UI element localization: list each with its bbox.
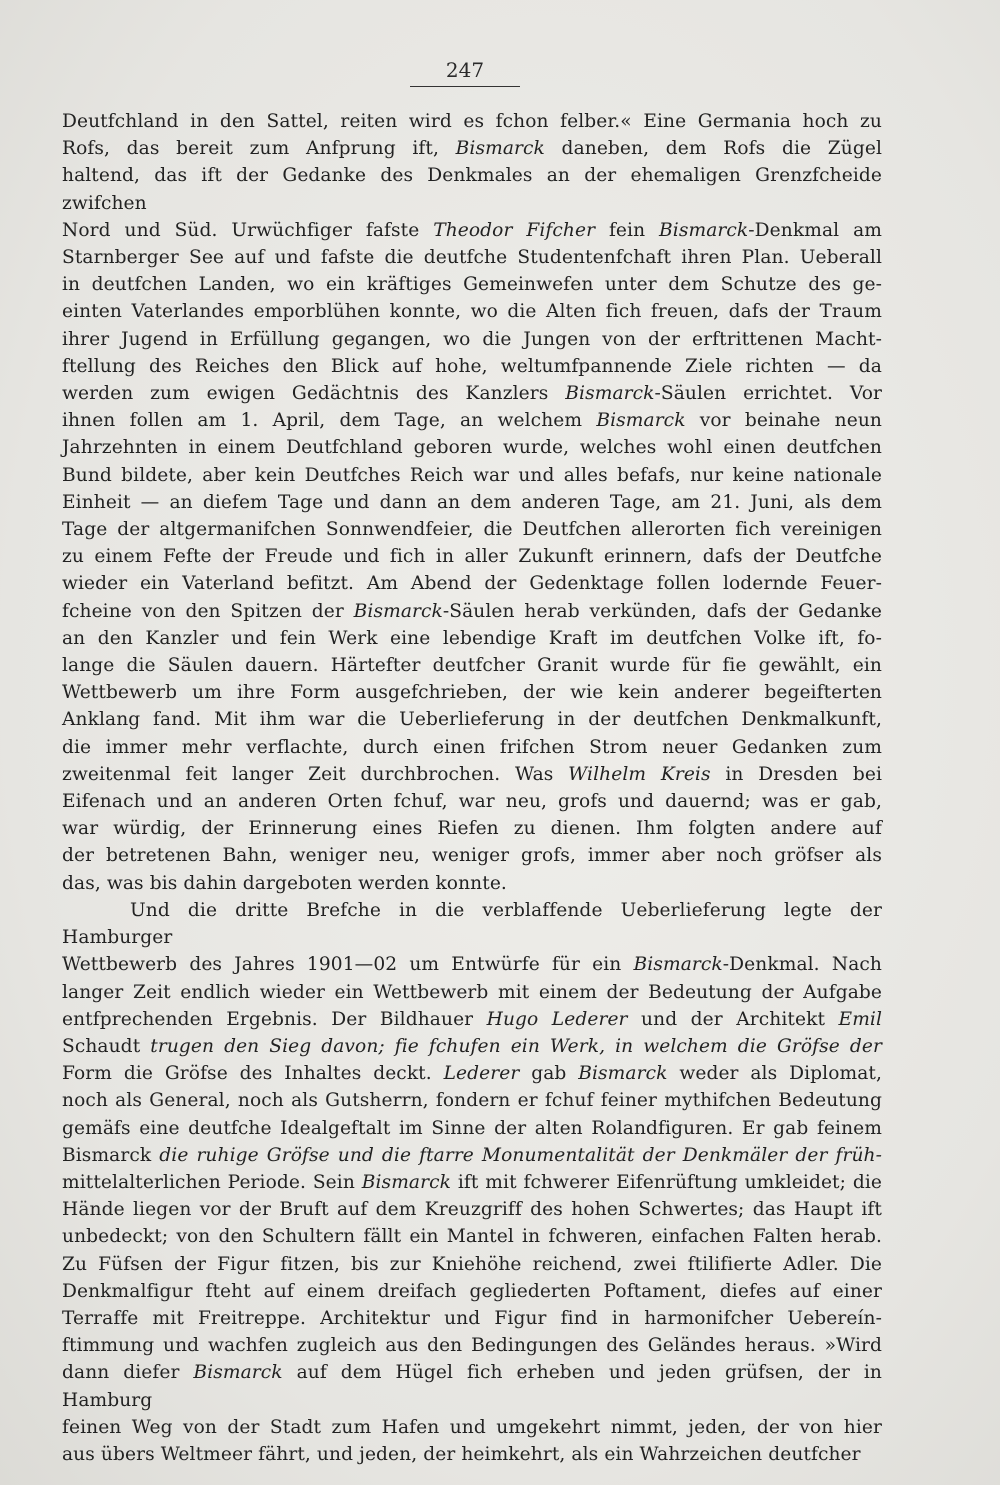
text-line — [62, 652, 882, 679]
italic-name: Emil — [838, 1008, 883, 1030]
text-line — [62, 979, 882, 1006]
text-segment: Zu Füfsen der Figur fitzen, bis zur Kniehöhe reichend, zwei ftilifierte Adler. Die — [62, 1253, 882, 1275]
italic-name: Bismarck — [565, 383, 655, 405]
text-line — [62, 897, 882, 951]
text-segment: noch als General, noch als Gutsherrn, fondern er fchuf feiner mythifchen Bedeutung — [62, 1090, 882, 1112]
text-segment: ihnen follen am 1. April, dem Tage, an welchem — [62, 410, 597, 432]
paragraph-1 — [62, 108, 882, 897]
italic-name: Bismarck — [578, 1063, 668, 1085]
text-segment: zweitenmal feit langer Zeit durchbrochen. Was — [62, 763, 569, 785]
italic-name: Wilhelm Kreis — [568, 763, 711, 785]
text-line — [62, 108, 882, 135]
text-segment: mittelalterlichen Periode. Sein — [62, 1171, 362, 1193]
italic-name: Bismarck — [633, 954, 723, 976]
italic-name: Lederer — [443, 1063, 520, 1085]
text-segment: ftellung des Reiches den Blick auf hohe, weltumfpannende Ziele richten — da — [62, 355, 882, 377]
text-line — [62, 298, 882, 325]
text-line — [62, 1414, 882, 1441]
text-line — [62, 1441, 882, 1468]
text-line — [62, 516, 882, 543]
text-line — [62, 734, 882, 761]
italic-name: Bismarck — [659, 219, 749, 241]
text-segment: Anklang fand. Mit ihm war die Ueberlieferung in der deutfchen Denkmalkunft, — [62, 709, 882, 731]
text-line — [62, 598, 882, 625]
text-segment: die immer mehr verflachte, durch einen frifchen Strom neuer Gedanken zum — [62, 736, 882, 758]
text-line — [62, 1033, 882, 1060]
text-segment: und der Architekt — [627, 1008, 839, 1030]
text-segment: Einheit — an diefem Tage und dann an dem anderen Tage, am 21. Juni, als dem — [62, 491, 882, 513]
text-line — [62, 353, 882, 380]
text-line — [62, 407, 882, 434]
text-line — [62, 162, 882, 216]
text-line — [62, 679, 882, 706]
text-segment: Denkmalfigur fteht auf einem dreifach gegliederten Poftament, diefes auf einer — [62, 1280, 882, 1302]
text-line — [62, 842, 882, 869]
text-line — [62, 135, 882, 162]
text-line — [62, 570, 882, 597]
text-segment: Bismarck — [62, 1144, 152, 1166]
text-line — [62, 1006, 882, 1033]
text-segment: Schaudt — [62, 1035, 141, 1057]
text-line — [62, 625, 882, 652]
text-segment: -Säulen errichtet. Vor — [654, 383, 882, 405]
text-segment: wieder ein Vaterland befitzt. Am Abend der Gedenktage follen lodernde Feuer- — [62, 573, 882, 595]
text-segment: Tage der altgermanifchen Sonnwendfeier, die Deutfchen allerorten fich vereinigen — [62, 519, 882, 541]
italic-name: Bismarck — [361, 1171, 451, 1193]
text-line — [62, 1223, 882, 1250]
text-segment: Form die Gröfse des Inhaltes deckt. — [62, 1063, 444, 1085]
italic-name: Theodor Fifcher — [433, 219, 596, 241]
text-line — [62, 1305, 882, 1332]
text-segment: in Dresden bei — [710, 763, 883, 785]
text-line — [62, 380, 882, 407]
text-segment: Hände liegen vor der Bruft auf dem Kreuzgriff des hohen Schwertes; das Haupt ift — [62, 1199, 882, 1221]
text-line — [62, 870, 882, 897]
text-segment: fcheine von den Spitzen der — [62, 600, 354, 622]
italic-name: Bismarck — [193, 1362, 283, 1384]
text-line — [62, 1251, 882, 1278]
text-segment: war würdig, der Erinnerung eines Riefen zu dienen. Ihm folgten andere auf — [62, 818, 882, 840]
text-line — [62, 761, 882, 788]
page-number: 247 — [410, 58, 520, 87]
text-segment: haltend, das ift der Gedanke des Denkmales an der ehemaligen Grenzfcheide zwifchen — [62, 165, 882, 214]
text-segment: langer Zeit endlich wieder ein Wettbewerb mit einem der Bedeutung der Aufgabe — [62, 981, 882, 1003]
text-segment: gemäfs eine deutfche Idealgeftalt im Sinne der alten Rolandfiguren. Er gab feinem — [62, 1117, 882, 1139]
text-line — [62, 951, 882, 978]
text-line — [62, 489, 882, 516]
text-segment: -Denkmal. Nach — [722, 954, 882, 976]
italic-name: Bismarck — [353, 600, 443, 622]
body-text — [62, 108, 882, 1468]
italic-name: Bismarck — [596, 410, 686, 432]
italic-name: die ruhige Gröfse und die ftarre Monumentalität der Denkmäler der früh- — [151, 1144, 882, 1166]
text-segment: Jahrzehnten in einem Deutfchland geboren wurde, welches wohl einen deutfchen — [62, 437, 882, 459]
text-segment: vor beinahe neun — [685, 410, 883, 432]
text-line — [62, 1115, 882, 1142]
text-segment: Terraffe mit Freitreppe. Architektur und Figur find in harmonifcher Uebereín- — [62, 1307, 882, 1329]
text-segment: -Säulen herab verkünden, dafs der Gedanke — [442, 600, 882, 622]
text-segment: aus übers Weltmeer fährt, und jeden, der heimkehrt, als ein Wahrzeichen deutfcher — [62, 1443, 861, 1465]
text-segment: Deutfchland in den Sattel, reiten wird es fchon felber.« Eine Germania hoch zu — [62, 111, 882, 132]
text-segment: Eifenach und an anderen Orten fchuf, war neu, grofs und dauernd; was er gab, — [62, 791, 882, 813]
text-segment: unbedeckt; von den Schultern fällt ein Mantel in fchweren, einfachen Falten herab. — [62, 1226, 882, 1248]
text-line — [62, 1087, 882, 1114]
text-segment: Und die dritte Brefche in die verblaffende Ueberlieferung legte der Hamburger — [62, 899, 882, 949]
text-segment: weder als Diplomat, — [667, 1063, 882, 1085]
text-line — [62, 706, 882, 733]
text-line — [62, 1359, 882, 1413]
text-line — [62, 271, 882, 298]
text-segment: auf dem Hügel fich erheben und jeden grüfsen, der in Hamburg — [62, 1362, 882, 1411]
text-segment: zu einem Fefte der Freude und fich in aller Zukunft erinnern, dafs der Deutfche — [62, 546, 882, 568]
italic-name: Hugo Lederer — [486, 1008, 628, 1030]
text-segment: einten Vaterlandes emporblühen konnte, wo die Alten fich freuen, dafs der Traum — [62, 301, 882, 323]
text-segment: Wettbewerb um ihre Form ausgefchrieben, der wie kein anderer begeifterten — [62, 682, 882, 704]
text-line — [62, 1060, 882, 1087]
text-line — [62, 1142, 882, 1169]
text-segment: der betretenen Bahn, weniger neu, weniger grofs, immer aber noch gröfser als — [62, 845, 882, 867]
text-segment: gab — [519, 1063, 579, 1085]
text-segment: in deutfchen Landen, wo ein kräftiges Gemeinwefen unter dem Schutze des ge- — [62, 274, 882, 296]
text-segment: das, was bis dahin dargeboten werden konnte. — [62, 872, 507, 894]
text-segment: ift mit fchwerer Eifenrüftung umkleidet; die — [451, 1171, 882, 1193]
text-segment: daneben, dem Rofs die Zügel — [544, 138, 882, 160]
text-line — [62, 815, 882, 842]
text-segment: lange die Säulen dauern. Härtefter deutfcher Granit wurde für fie gewählt, ein — [62, 655, 882, 677]
text-segment: Bund bildete, aber kein Deutfches Reich war und alles befafs, nur keine nationale — [62, 464, 882, 486]
text-segment: Starnberger See auf und fafste die deutfche Studentenfchaft ihren Plan. Ueberall — [62, 247, 882, 269]
text-line — [62, 434, 882, 461]
paragraph-2 — [62, 897, 882, 1468]
text-segment: feinen Weg von der Stadt zum Hafen und umgekehrt nimmt, jeden, der von hier — [62, 1416, 882, 1438]
text-segment: -Denkmal am — [748, 219, 882, 241]
text-segment: fein — [595, 219, 660, 241]
text-segment: Nord und Süd. Urwüchfiger fafste — [62, 219, 434, 241]
text-line — [62, 788, 882, 815]
text-line — [62, 543, 882, 570]
text-segment: an den Kanzler und fein Werk eine lebendige Kraft im deutfchen Volke ift, fo- — [62, 627, 882, 649]
text-line — [62, 326, 882, 353]
text-segment: ihrer Jugend in Erfüllung gegangen, wo die Jungen von der erftrittenen Macht- — [62, 328, 882, 350]
text-line — [62, 1169, 882, 1196]
text-segment: werden zum ewigen Gedächtnis des Kanzlers — [62, 383, 566, 405]
text-line — [62, 217, 882, 244]
text-line — [62, 244, 882, 271]
text-line — [62, 462, 882, 489]
text-segment: dann diefer — [62, 1362, 194, 1384]
text-segment: entfprechenden Ergebnis. Der Bildhauer — [62, 1008, 487, 1030]
italic-name: trugen den Sieg davon; fie fchufen ein Werk, in welchem die Gröfse der — [140, 1035, 882, 1057]
text-line — [62, 1196, 882, 1223]
text-segment: ftimmung und wachfen zugleich aus den Bedingungen des Geländes heraus. »Wird — [62, 1335, 882, 1357]
text-line — [62, 1332, 882, 1359]
italic-name: Bismarck — [455, 138, 545, 160]
text-line — [62, 1278, 882, 1305]
text-segment: Rofs, das bereit zum Anfprung ift, — [62, 138, 456, 160]
text-segment: Wettbewerb des Jahres 1901—02 um Entwürfe für ein — [62, 954, 634, 976]
